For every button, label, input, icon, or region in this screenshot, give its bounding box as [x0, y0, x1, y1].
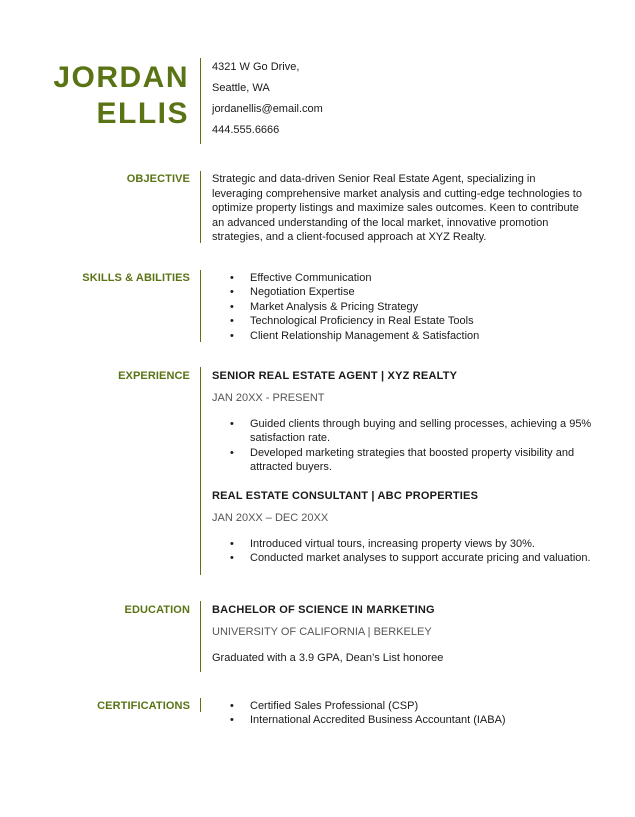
experience-divider: [200, 367, 201, 575]
certifications-heading: CERTIFICATIONS: [97, 700, 190, 712]
phone: 444.555.6666: [212, 124, 280, 136]
job-bullet: • Developed marketing strategies that boosted property visibility and attracted buyers.: [212, 446, 592, 475]
skills-heading: SKILLS & ABILITIES: [82, 272, 190, 284]
certification-item: • Certified Sales Professional (CSP): [212, 699, 592, 713]
skill-item: • Market Analysis & Pricing Strategy: [212, 300, 592, 314]
objective-divider: [200, 171, 201, 243]
certifications-list: [212, 699, 592, 728]
header-divider: [200, 58, 201, 144]
experience-heading: EXPERIENCE: [118, 370, 190, 382]
skill-item: • Client Relationship Management & Satisfaction: [212, 329, 592, 343]
objective-heading: OBJECTIVE: [126, 173, 190, 185]
first-name: JORDAN: [53, 61, 189, 94]
email: jordanellis@email.com: [212, 103, 323, 115]
job-entry: [212, 489, 592, 566]
job-bullets: [212, 537, 592, 566]
skill-item: • Negotiation Expertise: [212, 285, 592, 299]
certifications-divider: [200, 698, 201, 712]
job-dates: JAN 20XX - PRESENT: [212, 392, 325, 404]
objective-text: Strategic and data-driven Senior Real Estate Agent, specializing in leveraging comprehensive market analysis and cutting-edge technologies to optimize property listings and maximize sales outcomes. Keen to contribute an advanced understanding of the local market, innovative promotion strategies, and a client-focused approach at XYZ Realty.: [212, 173, 582, 243]
skill-item: • Effective Communication: [212, 271, 592, 285]
education-school: UNIVERSITY OF CALIFORNIA | BERKELEY: [212, 626, 432, 638]
skills-list: [212, 271, 592, 343]
address-line-2: Seattle, WA: [212, 82, 270, 94]
education-heading: EDUCATION: [124, 604, 190, 616]
education-note: Graduated with a 3.9 GPA, Dean’s List honoree: [212, 651, 444, 664]
job-bullet: • Conducted market analyses to support accurate pricing and valuation.: [212, 551, 592, 565]
job-bullet: • Introduced virtual tours, increasing property views by 30%.: [212, 537, 592, 551]
address-line-1: 4321 W Go Drive,: [212, 61, 300, 73]
job-dates: JAN 20XX – DEC 20XX: [212, 511, 329, 524]
job-title: REAL ESTATE CONSULTANT | ABC PROPERTIES: [212, 489, 479, 502]
skill-item: • Technological Proficiency in Real Estate Tools: [212, 314, 592, 328]
contact-block: [212, 60, 592, 144]
skills-divider: [200, 270, 201, 342]
certification-item: • International Accredited Business Accountant (IABA): [212, 713, 592, 727]
last-name: ELLIS: [96, 97, 189, 130]
job-bullet: • Guided clients through buying and selling processes, achieving a 95% satisfaction rate.: [212, 417, 592, 446]
job-title: SENIOR REAL ESTATE AGENT | XYZ REALTY: [212, 370, 458, 382]
job-bullets: [212, 417, 592, 475]
experience-jobs: [212, 369, 592, 565]
education-block: [212, 603, 592, 665]
job-entry: [212, 369, 592, 475]
education-degree: BACHELOR OF SCIENCE IN MARKETING: [212, 604, 435, 616]
education-divider: [200, 601, 201, 672]
